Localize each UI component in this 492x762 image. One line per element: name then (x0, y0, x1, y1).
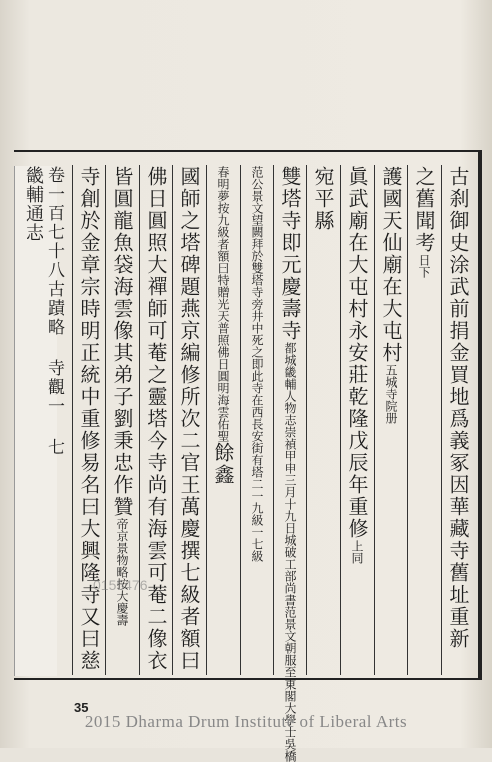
column-8-main: 餘鑫 (211, 442, 235, 486)
text-column-9 (174, 166, 204, 672)
text-column-7 (242, 166, 272, 562)
column-11-main: 皆圓龍魚袋海雲像其弟子劉秉忠作贊 (110, 166, 134, 518)
footer-credit: 2015 Dharma Drum Institute of Liberal Arts (84, 712, 408, 731)
text-column-8 (208, 166, 238, 486)
column-rule (441, 165, 442, 675)
page-number: 35 (74, 700, 89, 715)
column-3-main: 護國天仙廟在大屯村 (379, 166, 403, 364)
column-rule (206, 165, 207, 675)
column-rule (172, 165, 173, 675)
scan-watermark: 0155476 (93, 577, 148, 593)
column-rule (273, 165, 274, 675)
column-9-main: 國師之塔碑題燕京編修所次二官王萬慶撰七級者額曰 (177, 166, 201, 672)
column-rule (72, 165, 73, 675)
text-column-5 (308, 166, 338, 232)
column-6-note: 都城畿輔人物志崇禎甲申三月十九日城破工部尚書范景文朝服至東閣大學士吳橋 (283, 342, 297, 762)
text-column-12 (74, 166, 104, 672)
column-2-main: 之舊聞考 (412, 166, 436, 254)
volume-label: 卷一百七十八古蹟略 寺觀一 七 (44, 166, 64, 457)
column-rule (306, 165, 307, 675)
text-column-1 (443, 166, 473, 650)
text-column-2 (409, 166, 439, 278)
text-column-4 (342, 166, 372, 564)
column-rule (139, 165, 140, 675)
column-4-main: 眞武廟在大屯村永安莊乾隆戊辰年重修 (345, 166, 369, 540)
column-rule (407, 165, 408, 675)
column-1-main: 古刹御史涂武前捐金買地爲義冢因華藏寺舊址重新 (446, 166, 470, 650)
column-rule (240, 165, 241, 675)
column-3-note: 五城寺院册 (384, 364, 398, 424)
county-heading: 宛平縣 (311, 166, 335, 232)
column-10-main: 佛日圓照大禪師可菴之靈塔今寺尚有海雲可菴二像衣 (144, 166, 168, 672)
column-12-main: 寺創於金章宗時明正統中重修易名曰大興隆寺又曰慈 (77, 166, 101, 672)
text-column-6 (275, 166, 305, 762)
column-rule (105, 165, 106, 675)
text-column-11 (107, 166, 137, 626)
text-column-10 (141, 166, 171, 672)
column-rule (374, 165, 375, 675)
text-column-3 (376, 166, 406, 424)
column-8-note: 春明夢按九級者額曰特贈光天普照佛日圓明海雲佑聖 (216, 166, 230, 442)
column-4-note: 上同 (350, 540, 364, 564)
column-rule (340, 165, 341, 675)
column-6-main: 雙塔寺即元慶壽寺 (278, 166, 302, 342)
column-11-note: 帝京景物略按大慶壽 (115, 518, 129, 626)
book-title: 畿輔通志 (23, 166, 44, 242)
column-7-note: 范公景文望闕拜於雙塔寺旁井中死之即此寺在西長安街有塔二一九級一七級 (250, 166, 264, 562)
column-2-note: 日下 (417, 254, 431, 278)
